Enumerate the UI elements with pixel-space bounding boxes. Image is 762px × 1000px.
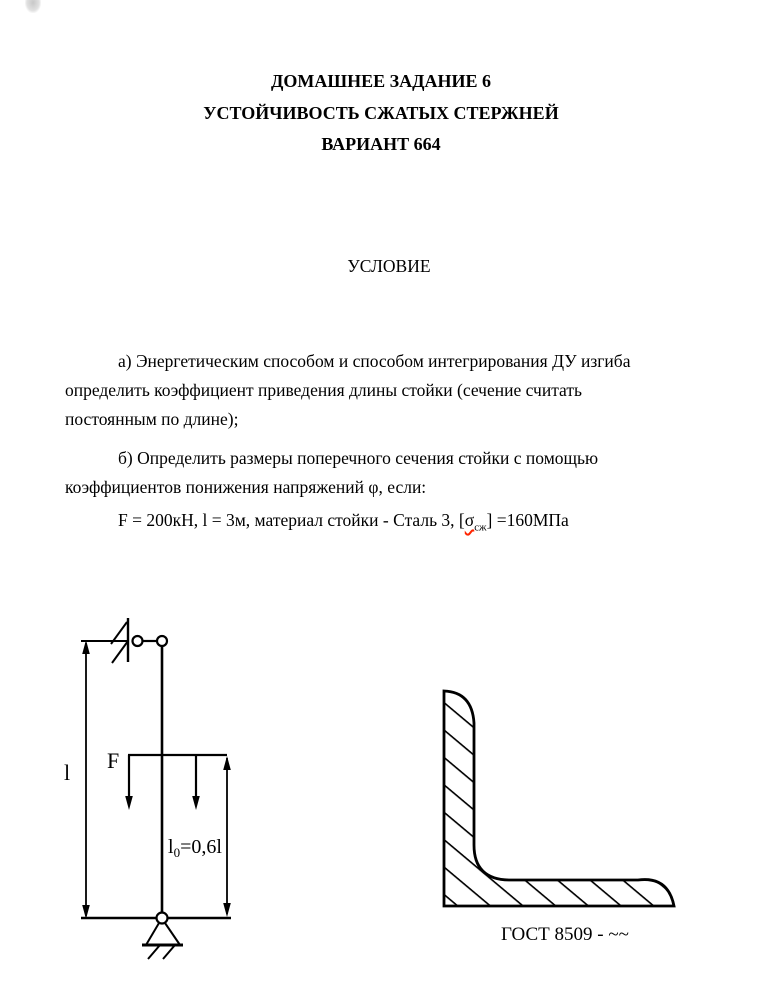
top-hinge-pin — [157, 636, 167, 646]
length-label: l — [64, 760, 71, 785]
arrow-up-icon — [223, 756, 231, 770]
force-arrow-icon — [125, 796, 133, 810]
effective-length-label: $l_0=0,6l$ — [168, 836, 222, 860]
force-label: F — [107, 748, 120, 773]
force-arrow-icon — [192, 796, 200, 810]
angle-section-figure — [444, 691, 674, 906]
roller-pin — [133, 636, 143, 646]
bottom-pin-support — [81, 913, 231, 960]
dimension-l0 — [223, 756, 231, 917]
task-a-line-1: а) Энергетическим способом и способом интегрирования ДУ изгиба — [118, 351, 631, 371]
title-line-2: УСТОЙЧИВОСТЬ СЖАТЫХ СТЕРЖНЕЙ — [203, 102, 559, 123]
arrow-up-icon — [82, 640, 90, 654]
task-b-line-2: коэффициентов понижения напряжений φ, если: — [65, 477, 427, 497]
force-crossbar — [125, 755, 227, 810]
dimension-l — [82, 640, 90, 919]
title-line-3: ВАРИАНТ 664 — [321, 134, 441, 154]
given-after-sigma: ] =160МПа — [486, 510, 569, 530]
task-a-line-3: постоянным по длине); — [65, 409, 239, 429]
column-scheme — [64, 618, 231, 959]
angle-section-shape — [444, 691, 674, 906]
arrow-down-icon — [223, 903, 231, 917]
task-b-line-1: б) Определить размеры поперечного сечения стойки с помощью — [118, 448, 599, 468]
gost-caption: ГОСТ 8509 - ~~ — [501, 924, 629, 945]
sigma-compression-symbol: $\sigma_{сж}$ — [464, 510, 487, 534]
title-line-1: ДОМАШНЕЕ ЗАДАНИЕ 6 — [270, 71, 492, 91]
task-a-line-2: определить коэффициент приведения длины стойки (сечение считать — [65, 380, 583, 400]
bottom-hinge-pin — [157, 913, 168, 924]
given-before-sigma: F = 200кН, l = 3м, материал стойки - Сталь 3, [ — [118, 510, 465, 530]
section-heading: УСЛОВИЕ — [347, 256, 431, 276]
top-roller-support — [81, 618, 167, 663]
